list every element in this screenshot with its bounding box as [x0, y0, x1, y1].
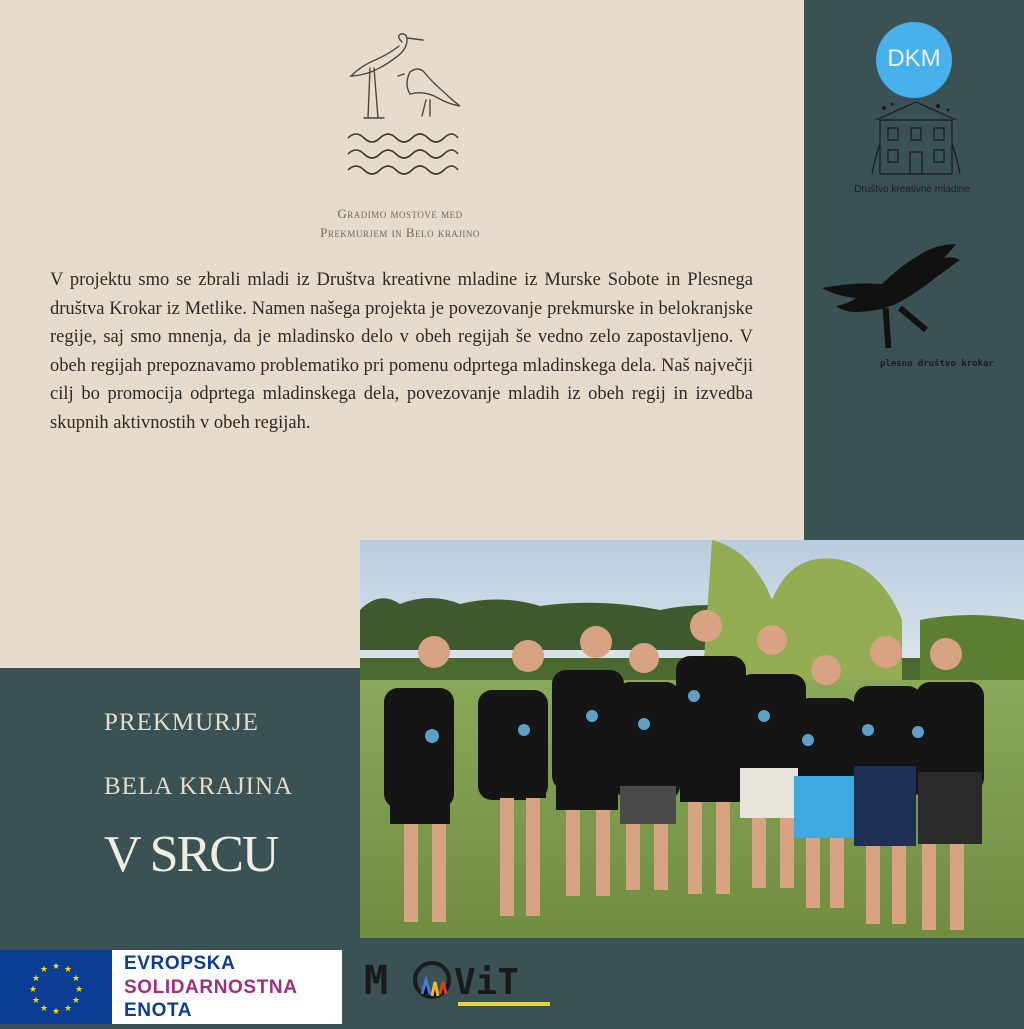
project-tagline: [250, 204, 550, 242]
eu-program-name: [124, 952, 298, 1023]
group-photo: [360, 540, 1024, 938]
beige-panel-lower: [0, 540, 360, 668]
svg-text:★: ★: [63, 965, 73, 975]
headline-bela-krajina: BELA KRAJINA: [104, 773, 294, 800]
svg-text:★: ★: [71, 974, 81, 984]
headline-v-srcu: V SRCU: [104, 826, 278, 883]
tagline-line-2: Prekmurjem in Belo krajino: [320, 225, 480, 240]
crow-logo-icon: [818, 242, 963, 352]
svg-text:★: ★: [28, 985, 38, 995]
svg-text:★: ★: [63, 1004, 73, 1014]
tagline-line-1: Gradimo mostove med: [337, 206, 463, 221]
project-description: V projektu smo se zbrali mladi iz Društva kreativne mladine iz Murske Sobote in Plesnega društva Krokar iz Metlike. Namen našega projekta je povezovanje prekmurske in belokranjske regije, saj smo mnenja, da je mladinsko delo v obeh regijah še vedno zelo zapostavljeno. V obeh regijah prepoznavamo problematiko pri pomenu odprtega mladinskega dela. Naš največji cilj bo promocija odprtega mladinskega dela, povezovanje mladih iz obeh regij in izvedba skupnih aktivnostih v obeh regijah.: [50, 270, 753, 433]
eu-stars-icon: [0, 950, 112, 1024]
krokar-caption: plesno društvo krokar: [880, 359, 994, 369]
heron-logo-icon: [330, 30, 470, 190]
svg-text:ViT: ViT: [454, 962, 520, 1003]
house-icon: [868, 98, 964, 178]
dkm-monogram: DKM: [876, 22, 952, 98]
eu-flag: [0, 950, 112, 1024]
svg-text:★: ★: [39, 965, 49, 975]
dkm-logo: [866, 20, 966, 180]
svg-text:★: ★: [74, 985, 84, 995]
svg-text:★: ★: [31, 996, 41, 1006]
headline-prekmurje: PREKMURJE: [104, 709, 259, 736]
svg-text:★: ★: [51, 1007, 61, 1017]
svg-text:★: ★: [71, 996, 81, 1006]
eu-line-3: ENOTA: [124, 1000, 193, 1021]
svg-text:★: ★: [39, 1004, 49, 1014]
eu-line-2: SOLIDARNOSTNA: [124, 976, 298, 998]
svg-text:M: M: [364, 958, 389, 1004]
svg-text:★: ★: [51, 962, 61, 972]
svg-text:★: ★: [31, 974, 41, 984]
eu-line-1: EVROPSKA: [124, 953, 236, 974]
eu-solidarity-logo: [0, 950, 342, 1024]
movit-logo-icon: [362, 950, 562, 1020]
dkm-caption: Društvo kreativne mladine: [854, 184, 970, 195]
